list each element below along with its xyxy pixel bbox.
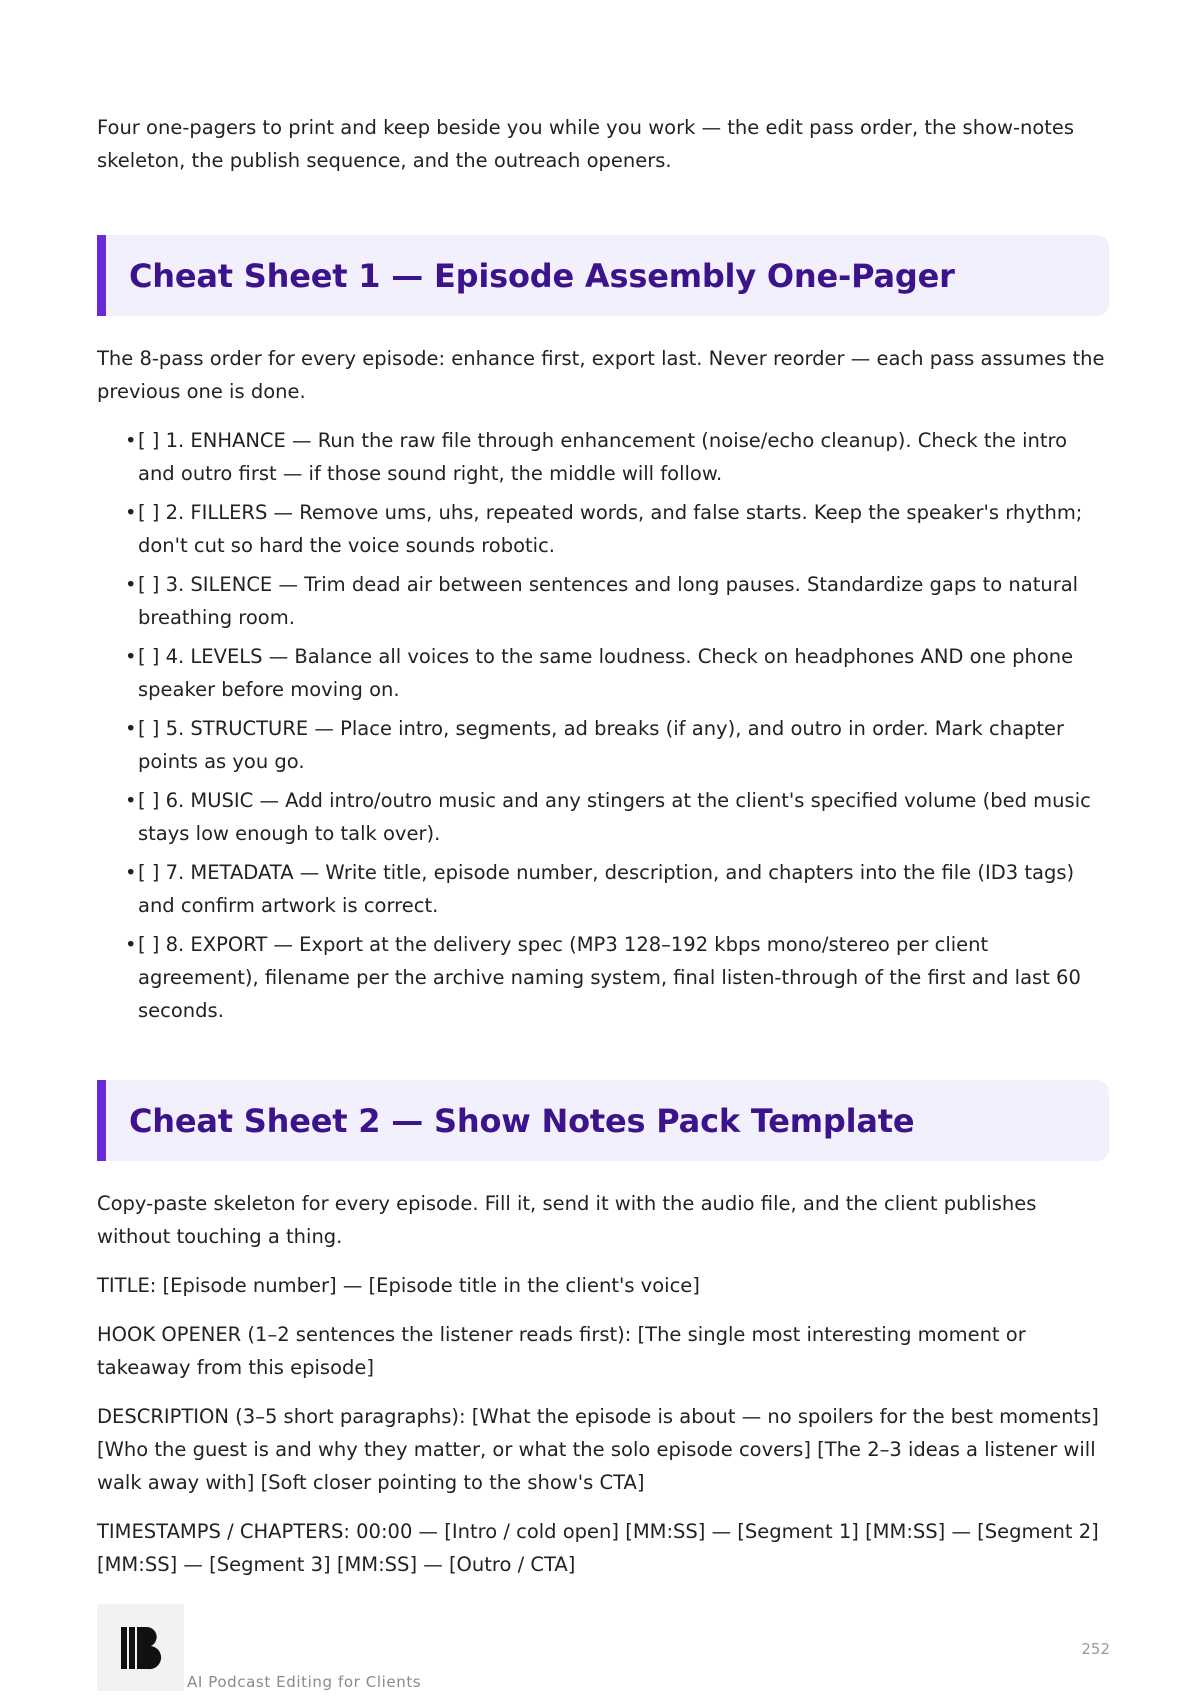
section-intro: The 8-pass order for every episode: enhance first, export last. Never reorder — each pass assumes the previous one is done. [97, 347, 1105, 403]
template-description-line: DESCRIPTION (3–5 short paragraphs): [What the episode is about — no spoilers for the best moments] [Who the guest is and why they matter, or what the solo episode covers] [The 2–3 ideas a listener will walk away with] [Soft closer pointing to the show's CTA] [97, 1405, 1099, 1494]
page-content [97, 111, 1109, 1581]
checklist-item: • [ ] 4. LEVELS — Balance all voices to the same loudness. Check on headphones AND one phone speaker before moving on. [125, 645, 1074, 701]
template-title-line: TITLE: [Episode number] — [Episode title in the client's voice] [97, 1274, 700, 1297]
section-title: Cheat Sheet 2 — Show Notes Pack Template [129, 1101, 915, 1140]
checklist-item: • [ ] 2. FILLERS — Remove ums, uhs, repeated words, and false starts. Keep the speaker's rhythm; don't cut so hard the voice sounds robotic. [125, 501, 1083, 557]
checklist-item: • [ ] 3. SILENCE — Trim dead air between sentences and long pauses. Standardize gaps to natural breathing room. [125, 573, 1079, 629]
section-header-cheat-sheet-2 [97, 1080, 1109, 1161]
page-number: 252 [1081, 1640, 1110, 1658]
section-title: Cheat Sheet 1 — Episode Assembly One-Pager [129, 256, 955, 295]
checklist-item: • [ ] 6. MUSIC — Add intro/outro music and any stingers at the client's specified volume (bed music stays low enough to talk over). [125, 789, 1091, 845]
book-logo-icon [97, 1604, 184, 1691]
section-header-cheat-sheet-1 [97, 235, 1109, 316]
intro-paragraph: Four one-pagers to print and keep beside you while you work — the edit pass order, the show-notes skeleton, the publish sequence, and the outreach openers. [97, 116, 1075, 172]
checklist-item: • [ ] 1. ENHANCE — Run the raw file through enhancement (noise/echo cleanup). Check the intro and outro first — if those sound right, the middle will follow. [125, 429, 1068, 485]
checklist-item: • [ ] 7. METADATA — Write title, episode number, description, and chapters into the file (ID3 tags) and confirm artwork is correct. [125, 861, 1075, 917]
template-hook-line: HOOK OPENER (1–2 sentences the listener reads first): [The single most interesting moment or takeaway from this episode] [97, 1323, 1026, 1379]
checklist-item: • [ ] 5. STRUCTURE — Place intro, segments, ad breaks (if any), and outro in order. Mark chapter points as you go. [125, 717, 1065, 773]
template-timestamps-line: TIMESTAMPS / CHAPTERS: 00:00 — [Intro / cold open] [MM:SS] — [Segment 1] [MM:SS] — [Segment 2] [MM:SS] — [Segment 3] [MM:SS] — [Outro / CTA] [97, 1520, 1099, 1576]
checklist [97, 424, 1109, 1027]
checklist-item: • [ ] 8. EXPORT — Export at the delivery spec (MP3 128–192 kbps mono/stereo per client agreement), filename per the archive naming system, final listen-through of the first and last 60 seconds. [125, 933, 1081, 1022]
section-intro: Copy-paste skeleton for every episode. Fill it, send it with the audio file, and the client publishes without touching a thing. [97, 1192, 1037, 1248]
footer-book-title: AI Podcast Editing for Clients [187, 1673, 422, 1691]
